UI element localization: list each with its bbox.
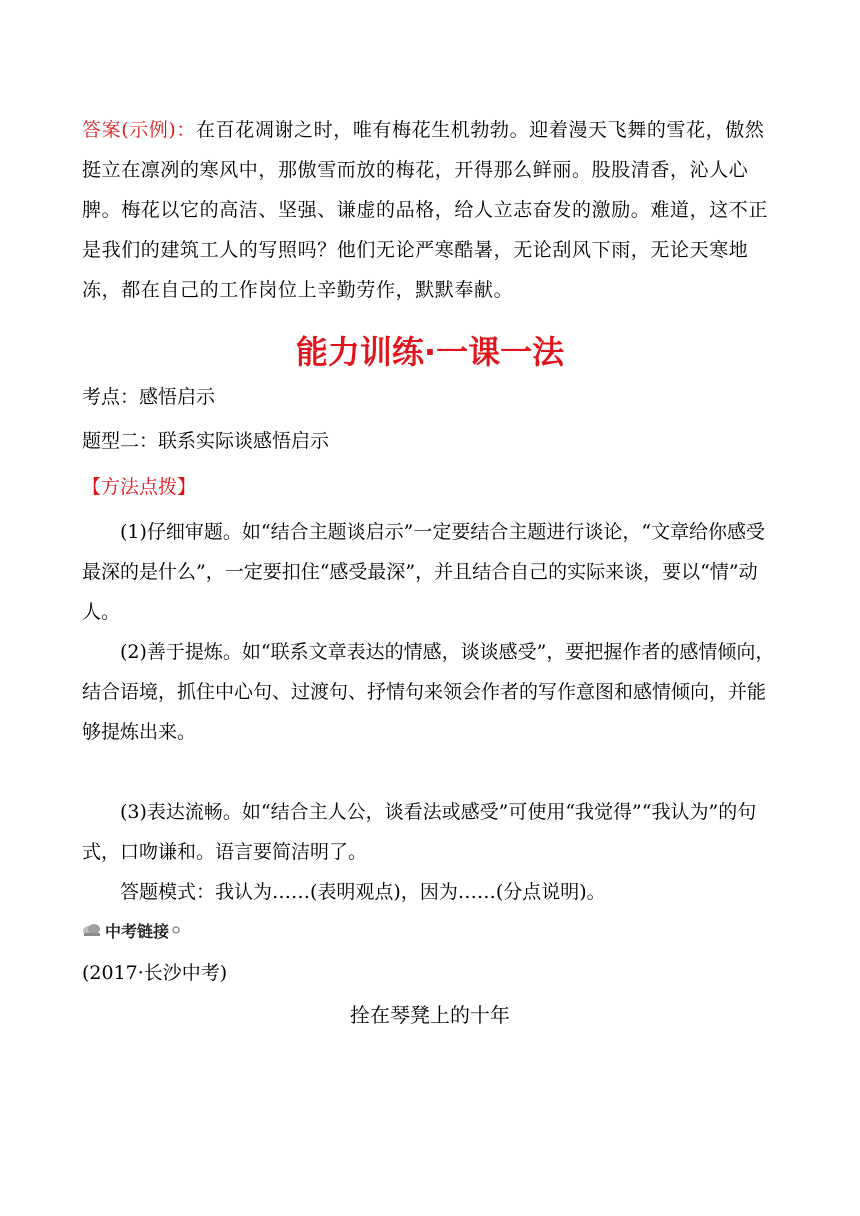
- exam-link-label: 中考链接: [105, 921, 170, 941]
- source-line: (2017·长沙中考): [82, 962, 228, 984]
- badge-mark-icon: [172, 926, 180, 934]
- method-paragraph-3: (3)表达流畅。如“结合主人公，谈看法或感受”可使用“我觉得”“我认为”的句式，口吻谦和。语言要简洁明了。: [82, 801, 757, 863]
- answer-label: 答案(示例)：: [82, 119, 197, 141]
- kaodian-line: 考点：感悟启示: [82, 386, 216, 408]
- tixing-line: 题型二：联系实际谈感悟启示: [82, 430, 330, 452]
- method-label: 【方法点拨】: [82, 476, 197, 498]
- answer-text: 在百花凋谢之时，唯有梅花生机勃勃。迎着漫天飞舞的雪花，傲然挺立在凛冽的寒风中，那傲雪而放的梅花，开得那么鲜丽。股股清香，沁人心脾。梅花以它的高洁、坚强、谦虚的品格，给人立志奋发的激励。难道，这不正是我们的建筑工人的写照吗？他们无论严寒酷暑，无论刮风下雨，无论天寒地冻，都在自己的工作岗位上辛勤劳作，默默奉献。: [82, 119, 769, 301]
- method-paragraph-1: (1)仔细审题。如“结合主题谈启示”一定要结合主题进行谈论，“文章给你感受最深的是什么”，一定要扣住“感受最深”，并且结合自己的实际来谈，要以“情”动人。: [82, 521, 766, 623]
- method-paragraph-2: (2)善于提炼。如“联系文章表达的情感，谈谈感受”，要把握作者的感情倾向，结合语境，抓住中心句、过渡句、抒情句来领会作者的写作意图和感情倾向，并能够提炼出来。: [82, 641, 775, 743]
- answer-paragraph: [82, 110, 782, 310]
- article-title: 拴在琴凳上的十年: [350, 1003, 510, 1027]
- exam-link-badge: [82, 918, 180, 942]
- cloud-icon: [82, 922, 102, 938]
- answer-pattern-paragraph: 答题模式：我认为……(表明观点)，因为……(分点说明)。: [120, 881, 606, 903]
- section-heading: 能力训练·一课一法: [295, 333, 565, 371]
